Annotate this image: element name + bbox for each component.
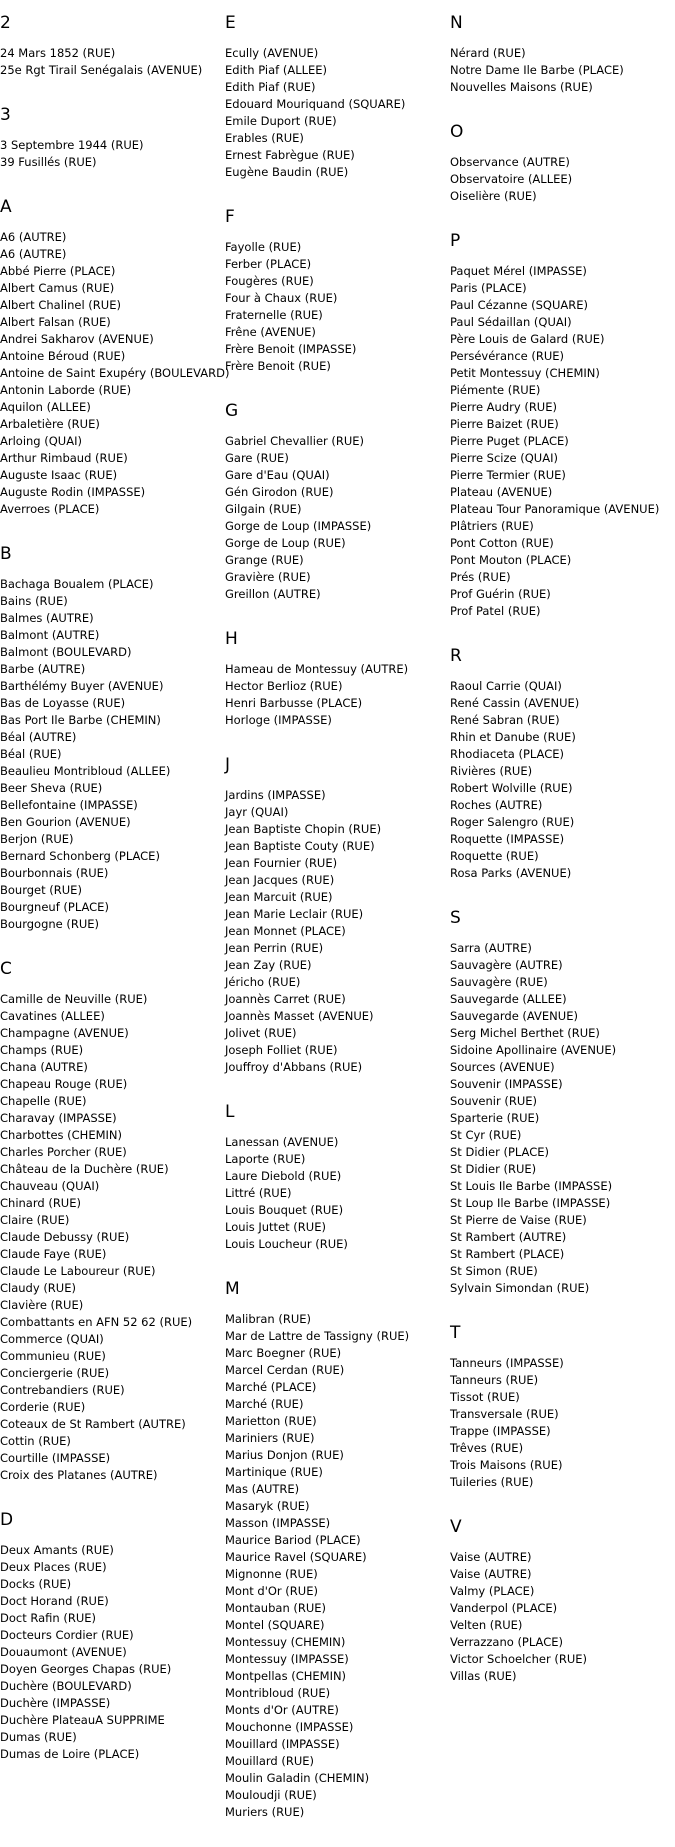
street-entry: Observatoire (ALLEE): [450, 172, 573, 186]
street-entry: Roquette (IMPASSE): [450, 832, 565, 846]
letter-section: [0, 197, 230, 518]
street-entry: Albert Camus (RUE): [0, 281, 115, 295]
street-entry: Paul Sédaillan (QUAI): [450, 315, 572, 329]
street-entry: Doyen Georges Chapas (RUE): [0, 1662, 172, 1676]
street-entry: Pont Mouton (PLACE): [450, 553, 572, 567]
section-letter-heading: S: [450, 908, 461, 928]
street-entry: Edouard Mouriquand (SQUARE): [225, 97, 406, 111]
street-entry: Masson (IMPASSE): [225, 1516, 331, 1530]
street-entry: Bas de Loyasse (RUE): [0, 696, 126, 710]
street-entry: Jean Monnet (PLACE): [225, 924, 346, 938]
street-entry: Vaise (AUTRE): [450, 1550, 532, 1564]
street-entry: Marché (PLACE): [225, 1380, 317, 1394]
street-entry: Hector Berlioz (RUE): [225, 679, 343, 693]
street-entry: Prof Guérin (RUE): [450, 587, 551, 601]
street-entry: Edith Piaf (RUE): [225, 80, 316, 94]
street-entry: Moulin Galadin (CHEMIN): [225, 1771, 370, 1785]
section-letter-heading: J: [225, 755, 231, 775]
street-entry: Tissot (RUE): [450, 1390, 520, 1404]
street-entry: Malibran (RUE): [225, 1312, 312, 1326]
street-entry: Jean Marcuit (RUE): [225, 890, 333, 904]
section-letter-heading: C: [0, 959, 12, 979]
street-entry: Rivières (RUE): [450, 764, 533, 778]
street-entry: Gorge de Loup (IMPASSE): [225, 519, 372, 533]
street-entry: Maurice Bariod (PLACE): [225, 1533, 361, 1547]
letter-section: [0, 959, 224, 1484]
street-entry: Contrebandiers (RUE): [0, 1383, 125, 1397]
street-entry: Valmy (PLACE): [450, 1584, 535, 1598]
section-letter-heading: V: [450, 1517, 462, 1537]
street-entry: Docteurs Cordier (RUE): [0, 1628, 134, 1642]
street-entry: Notre Dame Ile Barbe (PLACE): [450, 63, 624, 77]
street-entry: Rhin et Danube (RUE): [450, 730, 576, 744]
street-entry: Velten (RUE): [450, 1618, 523, 1632]
letter-section: [225, 1102, 449, 1253]
street-entry: Combattants en AFN 52 62 (RUE): [0, 1315, 193, 1329]
street-entry: Bourget (RUE): [0, 883, 82, 897]
street-entry: Mar de Lattre de Tassigny (RUE): [225, 1329, 410, 1343]
street-entry: Sauvegarde (AVENUE): [450, 1009, 578, 1023]
street-entry: Louis Bouquet (RUE): [225, 1203, 344, 1217]
street-entry: Piémente (RUE): [450, 383, 541, 397]
section-letter-heading: A: [0, 197, 12, 217]
street-entry: Claude Debussy (RUE): [0, 1230, 130, 1244]
street-entry: Sidoine Apollinaire (AVENUE): [450, 1043, 617, 1057]
street-entry: Bellefontaine (IMPASSE): [0, 798, 138, 812]
street-entry: Maurice Ravel (SQUARE): [225, 1550, 367, 1564]
street-entry: Montessuy (IMPASSE): [225, 1652, 349, 1666]
letter-section: [450, 122, 675, 205]
street-entry: Paris (PLACE): [450, 281, 527, 295]
letter-section: [450, 1323, 675, 1491]
street-entry: Chapelle (RUE): [0, 1094, 87, 1108]
street-entry: Verrazzano (PLACE): [450, 1635, 563, 1649]
street-entry: Pierre Scize (QUAI): [450, 451, 558, 465]
street-entry: Antoine Béroud (RUE): [0, 349, 126, 363]
street-entry: Fayolle (RUE): [225, 240, 302, 254]
street-entry: Bains (RUE): [0, 594, 68, 608]
street-entry: Jean Baptiste Couty (RUE): [225, 839, 375, 853]
street-entry: St Didier (PLACE): [450, 1145, 550, 1159]
street-entry: Fougères (RUE): [225, 274, 314, 288]
street-entry: Claude Le Laboureur (RUE): [0, 1264, 156, 1278]
letter-section: [225, 13, 449, 181]
street-entry: Roches (AUTRE): [450, 798, 543, 812]
index-column-3: [450, 13, 675, 1711]
street-entry: Plateau (AVENUE): [450, 485, 553, 499]
street-entry: Jean Zay (RUE): [225, 958, 312, 972]
street-entry: Louis Loucheur (RUE): [225, 1237, 348, 1251]
street-entry: Camille de Neuville (RUE): [0, 992, 148, 1006]
street-entry: Beaulieu Montribloud (ALLEE): [0, 764, 171, 778]
street-entry: Albert Chalinel (RUE): [0, 298, 121, 312]
street-entry: Beer Sheva (RUE): [0, 781, 103, 795]
street-entry: Grange (RUE): [225, 553, 304, 567]
street-entry: Louis Juttet (RUE): [225, 1220, 326, 1234]
street-entry: Emile Duport (RUE): [225, 114, 337, 128]
street-entry: Deux Amants (RUE): [0, 1543, 114, 1557]
street-entry: Mouloudji (RUE): [225, 1788, 317, 1802]
street-entry: Arthur Rimbaud (RUE): [0, 451, 128, 465]
street-entry: Clavière (RUE): [0, 1298, 84, 1312]
section-letter-heading: F: [225, 207, 235, 227]
street-entry: Marius Donjon (RUE): [225, 1448, 344, 1462]
street-entry: Tanneurs (IMPASSE): [450, 1356, 564, 1370]
street-entry: Arbaletière (RUE): [0, 417, 100, 431]
street-entry: Ecully (AVENUE): [225, 46, 319, 60]
street-entry: Claudy (RUE): [0, 1281, 76, 1295]
street-entry: 25e Rgt Tirail Senégalais (AVENUE): [0, 63, 203, 77]
street-entry: Robert Wolville (RUE): [450, 781, 573, 795]
street-entry: Muriers (RUE): [225, 1805, 305, 1819]
street-entry: Barthélémy Buyer (AVENUE): [0, 679, 164, 693]
street-entry: Tuileries (RUE): [450, 1475, 534, 1489]
street-entry: A6 (AUTRE): [0, 230, 67, 244]
section-letter-heading: N: [450, 13, 463, 33]
letter-section: [450, 908, 675, 1297]
street-entry: Cottin (RUE): [0, 1434, 71, 1448]
street-entry: Champagne (AVENUE): [0, 1026, 129, 1040]
street-entry: Mont d'Or (RUE): [225, 1584, 318, 1598]
street-entry: Jean Marie Leclair (RUE): [225, 907, 364, 921]
street-entry: Ferber (PLACE): [225, 257, 312, 271]
street-entry: Gare d'Eau (QUAI): [225, 468, 330, 482]
street-entry: Gén Girodon (RUE): [225, 485, 334, 499]
street-entry: Frêne (AVENUE): [225, 325, 316, 339]
street-entry: Averroes (PLACE): [0, 502, 100, 516]
street-entry: Auguste Rodin (IMPASSE): [0, 485, 146, 499]
street-entry: Rhodiaceta (PLACE): [450, 747, 565, 761]
street-entry: Corderie (RUE): [0, 1400, 86, 1414]
street-entry: Mouillard (RUE): [225, 1754, 315, 1768]
street-entry: Victor Schoelcher (RUE): [450, 1652, 587, 1666]
street-entry: Mouchonne (IMPASSE): [225, 1720, 354, 1734]
street-entry: Jardins (IMPASSE): [225, 788, 326, 802]
section-letter-heading: O: [450, 122, 464, 142]
street-entry: Croix des Platanes (AUTRE): [0, 1468, 158, 1482]
street-entry: Gabriel Chevallier (RUE): [225, 434, 365, 448]
street-entry: Laporte (RUE): [225, 1152, 306, 1166]
street-entry: Villas (RUE): [450, 1669, 517, 1683]
street-entry: Douaumont (AVENUE): [0, 1645, 127, 1659]
street-entry: Aquilon (ALLEE): [0, 400, 91, 414]
street-entry: Barbe (AUTRE): [0, 662, 86, 676]
street-entry: Berjon (RUE): [0, 832, 74, 846]
section-letter-heading: D: [0, 1510, 14, 1530]
section-letter-heading: 2: [0, 13, 11, 33]
street-entry: Pierre Termier (RUE): [450, 468, 566, 482]
street-entry: Monts d'Or (AUTRE): [225, 1703, 339, 1717]
street-entry: Mouillard (IMPASSE): [225, 1737, 340, 1751]
street-entry: Sauvagère (AUTRE): [450, 958, 563, 972]
street-entry: Doct Rafin (RUE): [0, 1611, 96, 1625]
street-entry: Dumas (RUE): [0, 1730, 77, 1744]
street-entry: Souvenir (RUE): [450, 1094, 538, 1108]
letter-section: [450, 231, 675, 620]
street-entry: Vaise (AUTRE): [450, 1567, 532, 1581]
street-entry: Henri Barbusse (PLACE): [225, 696, 363, 710]
street-entry: Bachaga Boualem (PLACE): [0, 577, 154, 591]
street-entry: Edith Piaf (ALLEE): [225, 63, 328, 77]
street-entry: A6 (AUTRE): [0, 247, 67, 261]
street-entry: Balmont (BOULEVARD): [0, 645, 132, 659]
section-letter-heading: P: [450, 231, 461, 251]
street-entry: Père Louis de Galard (RUE): [450, 332, 605, 346]
street-entry: Frère Benoit (IMPASSE): [225, 342, 357, 356]
street-entry: Charbottes (CHEMIN): [0, 1128, 123, 1142]
street-entry: Commerce (QUAI): [0, 1332, 104, 1346]
street-entry: Nouvelles Maisons (RUE): [450, 80, 593, 94]
street-entry: Joseph Folliet (RUE): [225, 1043, 338, 1057]
street-entry: Duchère PlateauA SUPPRIME: [0, 1713, 165, 1727]
street-entry: Coteaux de St Rambert (AUTRE): [0, 1417, 186, 1431]
street-entry: St Rambert (AUTRE): [450, 1230, 567, 1244]
street-entry: Erables (RUE): [225, 131, 304, 145]
street-entry: Doct Horand (RUE): [0, 1594, 109, 1608]
street-entry: Balmes (AUTRE): [0, 611, 94, 625]
street-entry: Jean Jacques (RUE): [225, 873, 335, 887]
section-letter-heading: L: [225, 1102, 235, 1122]
street-entry: Paul Cézanne (SQUARE): [450, 298, 588, 312]
street-entry: Gilgain (RUE): [225, 502, 302, 516]
street-entry: Transversale (RUE): [450, 1407, 559, 1421]
street-entry: Trappe (IMPASSE): [450, 1424, 551, 1438]
street-entry: Greillon (AUTRE): [225, 587, 321, 601]
street-entry: St Rambert (PLACE): [450, 1247, 565, 1261]
street-entry: Docks (RUE): [0, 1577, 72, 1591]
street-entry: Champs (RUE): [0, 1043, 84, 1057]
section-letter-heading: H: [225, 629, 238, 649]
street-entry: Deux Places (RUE): [0, 1560, 107, 1574]
street-entry: Rosa Parks (AVENUE): [450, 866, 572, 880]
street-entry: Montessuy (CHEMIN): [225, 1635, 346, 1649]
street-entry: Ben Gourion (AVENUE): [0, 815, 131, 829]
street-entry: Montel (SQUARE): [225, 1618, 325, 1632]
street-entry: Jéricho (RUE): [225, 975, 301, 989]
street-entry: Auguste Isaac (RUE): [0, 468, 118, 482]
letter-section: [225, 629, 449, 729]
street-entry: Trêves (RUE): [450, 1441, 524, 1455]
street-entry: Mignonne (RUE): [225, 1567, 318, 1581]
street-entry: Plateau Tour Panoramique (AVENUE): [450, 502, 660, 516]
street-entry: Hameau de Montessuy (AUTRE): [225, 662, 409, 676]
street-entry: Balmont (AUTRE): [0, 628, 100, 642]
street-entry: Château de la Duchère (RUE): [0, 1162, 169, 1176]
street-entry: Charavay (IMPASSE): [0, 1111, 117, 1125]
letter-section: [450, 1517, 675, 1685]
letter-section: [450, 646, 675, 882]
street-entry: Fraternelle (RUE): [225, 308, 323, 322]
street-entry: Montpellas (CHEMIN): [225, 1669, 347, 1683]
street-entry: Souvenir (IMPASSE): [450, 1077, 563, 1091]
street-entry: Littré (RUE): [225, 1186, 292, 1200]
street-entry: Frère Benoit (RUE): [225, 359, 331, 373]
letter-section: [450, 13, 675, 96]
street-entry: Ernest Fabrègue (RUE): [225, 148, 355, 162]
letter-section: [0, 13, 224, 79]
street-entry: Antoine de Saint Exupéry (BOULEVARD): [0, 366, 230, 380]
street-entry: St Cyr (RUE): [450, 1128, 522, 1142]
street-entry: Petit Montessuy (CHEMIN): [450, 366, 600, 380]
section-letter-heading: G: [225, 401, 239, 421]
street-entry: St Didier (RUE): [450, 1162, 537, 1176]
street-entry: Joannès Masset (AVENUE): [225, 1009, 374, 1023]
street-entry: Chauveau (QUAI): [0, 1179, 100, 1193]
street-entry: Paquet Mérel (IMPASSE): [450, 264, 587, 278]
street-entry: Marietton (RUE): [225, 1414, 317, 1428]
street-entry: Sauvegarde (ALLEE): [450, 992, 567, 1006]
street-entry: Mas (AUTRE): [225, 1482, 300, 1496]
street-entry: Communieu (RUE): [0, 1349, 106, 1363]
street-entry: Masaryk (RUE): [225, 1499, 310, 1513]
section-letter-heading: E: [225, 13, 236, 33]
street-entry: Jean Fournier (RUE): [225, 856, 338, 870]
street-entry: Chinard (RUE): [0, 1196, 81, 1210]
street-entry: Roquette (RUE): [450, 849, 539, 863]
street-entry: Antonin Laborde (RUE): [0, 383, 132, 397]
street-entry: Horloge (IMPASSE): [225, 713, 332, 727]
section-letter-heading: B: [0, 544, 12, 564]
street-entry: Claire (RUE): [0, 1213, 70, 1227]
letter-section: [0, 1510, 224, 1763]
section-letter-heading: R: [450, 646, 462, 666]
street-entry: 39 Fusillés (RUE): [0, 155, 97, 169]
section-letter-heading: 3: [0, 105, 11, 125]
street-entry: Marcel Cerdan (RUE): [225, 1363, 345, 1377]
letter-section: [0, 544, 224, 933]
street-entry: St Louis Ile Barbe (IMPASSE): [450, 1179, 613, 1193]
letter-section: [225, 401, 449, 603]
street-entry: Courtille (IMPASSE): [0, 1451, 111, 1465]
street-entry: Abbé Pierre (PLACE): [0, 264, 116, 278]
index-column-2: [225, 13, 449, 1847]
street-entry: Sauvagère (RUE): [450, 975, 548, 989]
street-entry: Jean Perrin (RUE): [225, 941, 324, 955]
street-entry: Marché (RUE): [225, 1397, 304, 1411]
street-entry: Charles Porcher (RUE): [0, 1145, 127, 1159]
street-entry: Martinique (RUE): [225, 1465, 323, 1479]
street-entry: Tanneurs (RUE): [450, 1373, 539, 1387]
street-entry: Observance (AUTRE): [450, 155, 570, 169]
street-entry: Sylvain Simondan (RUE): [450, 1281, 590, 1295]
street-entry: Trois Maisons (RUE): [450, 1458, 563, 1472]
street-entry: Bernard Schonberg (PLACE): [0, 849, 160, 863]
street-entry: St Pierre de Vaise (RUE): [450, 1213, 587, 1227]
street-entry: Andrei Sakharov (AVENUE): [0, 332, 154, 346]
street-entry: Claude Faye (RUE): [0, 1247, 107, 1261]
street-entry: Prof Patel (RUE): [450, 604, 541, 618]
street-entry: Montribloud (RUE): [225, 1686, 331, 1700]
street-entry: Chapeau Rouge (RUE): [0, 1077, 128, 1091]
street-entry: Mariniers (RUE): [225, 1431, 315, 1445]
street-entry: Plâtriers (RUE): [450, 519, 534, 533]
street-entry: Jolivet (RUE): [225, 1026, 297, 1040]
street-entry: Béal (AUTRE): [0, 730, 77, 744]
street-entry: Gare (RUE): [225, 451, 289, 465]
street-entry: Bas Port Ile Barbe (CHEMIN): [0, 713, 161, 727]
letter-section: [225, 207, 449, 375]
section-letter-heading: T: [450, 1323, 461, 1343]
street-entry: Pierre Audry (RUE): [450, 400, 557, 414]
street-entry: Jayr (QUAI): [225, 805, 289, 819]
street-entry: Oiselière (RUE): [450, 189, 537, 203]
street-entry: Montauban (RUE): [225, 1601, 327, 1615]
street-entry: Lanessan (AVENUE): [225, 1135, 339, 1149]
street-entry: Nérard (RUE): [450, 46, 526, 60]
street-entry: Raoul Carrie (QUAI): [450, 679, 562, 693]
street-entry: Dumas de Loire (PLACE): [0, 1747, 140, 1761]
street-entry: Marc Boegner (RUE): [225, 1346, 342, 1360]
street-entry: Jouffroy d'Abbans (RUE): [225, 1060, 363, 1074]
street-entry: Prés (RUE): [450, 570, 511, 584]
street-entry: Albert Falsan (RUE): [0, 315, 111, 329]
street-entry: Sparterie (RUE): [450, 1111, 540, 1125]
street-entry: St Simon (RUE): [450, 1264, 538, 1278]
street-entry: Persévérance (RUE): [450, 349, 565, 363]
street-entry: 24 Mars 1852 (RUE): [0, 46, 116, 60]
street-entry: Eugène Baudin (RUE): [225, 165, 349, 179]
street-entry: René Sabran (RUE): [450, 713, 560, 727]
street-entry: Joannès Carret (RUE): [225, 992, 346, 1006]
street-entry: Four à Chaux (RUE): [225, 291, 338, 305]
letter-section: [225, 1279, 449, 1821]
street-entry: Cavatines (ALLEE): [0, 1009, 105, 1023]
street-entry: Jean Baptiste Chopin (RUE): [225, 822, 382, 836]
street-entry: Duchère (BOULEVARD): [0, 1679, 132, 1693]
street-entry: Pierre Baizet (RUE): [450, 417, 559, 431]
street-entry: Bourgneuf (PLACE): [0, 900, 109, 914]
street-entry: Roger Salengro (RUE): [450, 815, 575, 829]
street-entry: 3 Septembre 1944 (RUE): [0, 138, 144, 152]
street-entry: Duchère (IMPASSE): [0, 1696, 111, 1710]
street-entry: Vanderpol (PLACE): [450, 1601, 558, 1615]
street-entry: Gravière (RUE): [225, 570, 311, 584]
street-entry: Bourbonnais (RUE): [0, 866, 109, 880]
letter-section: [0, 105, 224, 171]
street-entry: Serg Michel Berthet (RUE): [450, 1026, 600, 1040]
street-entry: Sources (AVENUE): [450, 1060, 555, 1074]
index-column-1: [0, 13, 230, 1789]
street-entry: Sarra (AUTRE): [450, 941, 532, 955]
street-entry: St Loup Ile Barbe (IMPASSE): [450, 1196, 611, 1210]
street-entry: Pierre Puget (PLACE): [450, 434, 569, 448]
street-entry: Arloing (QUAI): [0, 434, 82, 448]
street-entry: Pont Cotton (RUE): [450, 536, 554, 550]
section-letter-heading: M: [225, 1279, 240, 1299]
street-entry: René Cassin (AVENUE): [450, 696, 580, 710]
street-entry: Gorge de Loup (RUE): [225, 536, 346, 550]
letter-section: [225, 755, 449, 1076]
street-entry: Chana (AUTRE): [0, 1060, 88, 1074]
street-entry: Béal (RUE): [0, 747, 62, 761]
street-entry: Conciergerie (RUE): [0, 1366, 110, 1380]
street-entry: Bourgogne (RUE): [0, 917, 100, 931]
street-entry: Laure Diebold (RUE): [225, 1169, 342, 1183]
